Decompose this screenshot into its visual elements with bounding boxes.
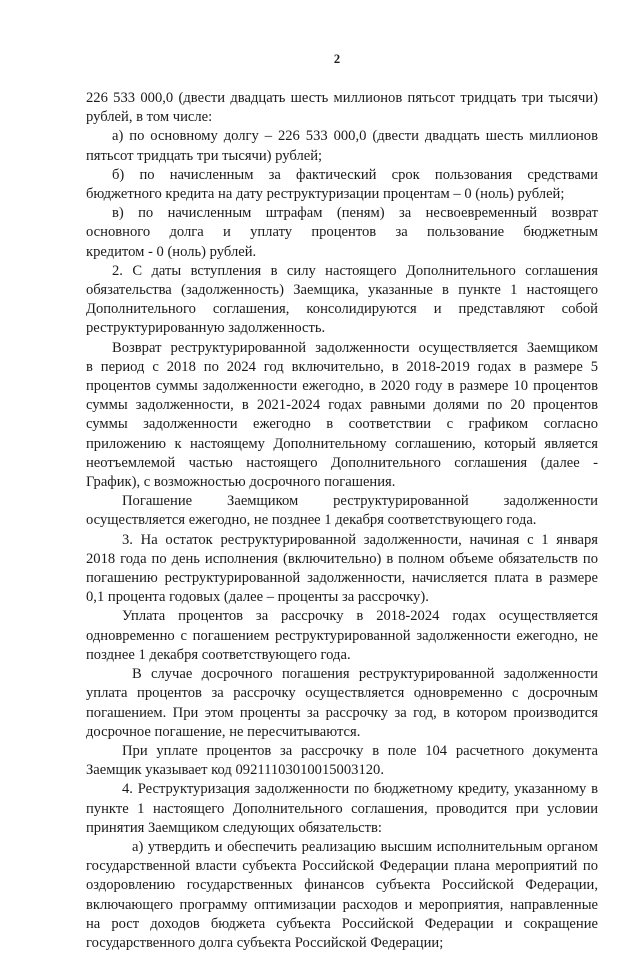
text-line: принятия Заемщиком следующих обязательств: [86, 819, 382, 836]
text-line: реструктурированную задолженность. [86, 320, 326, 337]
text-line: осуществляется ежегодно, не позднее 1 декабря соответствующего года. [86, 512, 537, 529]
text-line: приложению к настоящему Дополнительному соглашению, который является [86, 435, 598, 452]
text-line: бюджетного кредита на дату реструктуризации процентам – 0 (ноль) рублей; [86, 186, 565, 203]
text-line: основного долга и уплату процентов за пользование бюджетным [86, 224, 598, 241]
text-line: государственной власти субъекта Российской Федерации плана мероприятий по [86, 858, 598, 875]
text-line: пункте 1 настоящего Дополнительного соглашения, проводится при условии [86, 800, 598, 817]
text-line: 0,1 процента годовых (далее – проценты за рассрочку). [86, 589, 429, 606]
text-line: 2018 года по день исполнения (включительно) в полном объеме обязательств по [86, 550, 598, 567]
text-line: процентов суммы задолженности ежегодно, в 2020 году в размере 10 процентов [86, 378, 598, 395]
text-line: включающего программу оптимизации расходов и мероприятия, направленные [86, 896, 598, 913]
text-line: досрочное погашение, не пересчитываются. [86, 723, 361, 740]
text-line: обязательства (задолженность) Заемщика, указанные в пункте 1 настоящего [86, 282, 598, 299]
text-line: 226 533 000,0 (двести двадцать шесть миллионов пятьсот тридцать три тысячи) [86, 90, 598, 106]
text-line: 2. С даты вступления в силу настоящего Дополнительного соглашения [112, 262, 598, 279]
text-line: неотъемлемой частью настоящего Дополнительного соглашения (далее - [86, 454, 598, 471]
text-line: оздоровлению государственных финансов субъекта Российской Федерации, [86, 877, 598, 894]
text-line: одновременно с погашением реструктурированной задолженности ежегодно, не [86, 627, 598, 644]
page-number: 2 [333, 52, 341, 66]
text-line: кредитом - 0 (ноль) рублей. [86, 243, 257, 260]
text-line: Уплата процентов за рассрочку в 2018-2024 годах осуществляется [122, 608, 598, 625]
text-line: погашению реструктурированной задолженности, начисляется плата в размере [86, 570, 598, 587]
text-line: 4. Реструктуризация задолженности по бюджетному кредиту, указанному в [122, 781, 598, 798]
text-line: а) по основному долгу – 226 533 000,0 (двести двадцать шесть миллионов [112, 128, 598, 145]
text-line: б) по начисленным за фактический срок пользования средствами [112, 166, 598, 183]
text-line: График), с возможностью досрочного погашения. [86, 474, 396, 491]
text-line: а) утвердить и обеспечить реализацию высшим исполнительным органом [132, 838, 598, 855]
text-line: В случае досрочного погашения реструктурированной задолженности [132, 666, 598, 683]
text-line: Заемщик указывает код 09211103010015003120. [86, 762, 384, 779]
text-line: рублей, в том числе: [86, 109, 213, 126]
text-line: государственного долга субъекта Российской Федерации; [86, 934, 444, 951]
text-line: пятьсот тридцать три тысячи) рублей; [86, 147, 323, 164]
text-line: Дополнительного соглашения, консолидируются и представляют собой [86, 301, 598, 318]
text-line: При уплате процентов за рассрочку в поле 104 расчетного документа [122, 742, 598, 759]
text-line: уплата процентов за рассрочку осуществляется одновременно с досрочным [86, 685, 598, 702]
text-line: 3. На остаток реструктурированной задолженности, начиная с 1 января [122, 531, 598, 548]
text-line: Возврат реструктурированной задолженности осуществляется Заемщиком [112, 339, 598, 356]
text-line: в период с 2018 по 2024 год включительно, в 2018-2019 годах в размере 5 [86, 358, 598, 375]
text-line: суммы задолженности ежегодно в соответствии с графиком согласно [86, 416, 598, 433]
text-line: суммы задолженности, в 2021-2024 годах равными долями по 20 процентов [86, 397, 598, 414]
text-line: погашением. При этом проценты за рассрочку за год, в котором производится [86, 704, 598, 721]
text-line: на рост доходов бюджета субъекта Российской Федерации и сокращение [86, 915, 598, 932]
text-line: в) по начисленным штрафам (пеням) за несвоевременный возврат [112, 205, 598, 222]
text-line: Погашение Заемщиком реструктурированной задолженности [122, 493, 598, 510]
text-line: позднее 1 декабря соответствующего года. [86, 646, 351, 663]
